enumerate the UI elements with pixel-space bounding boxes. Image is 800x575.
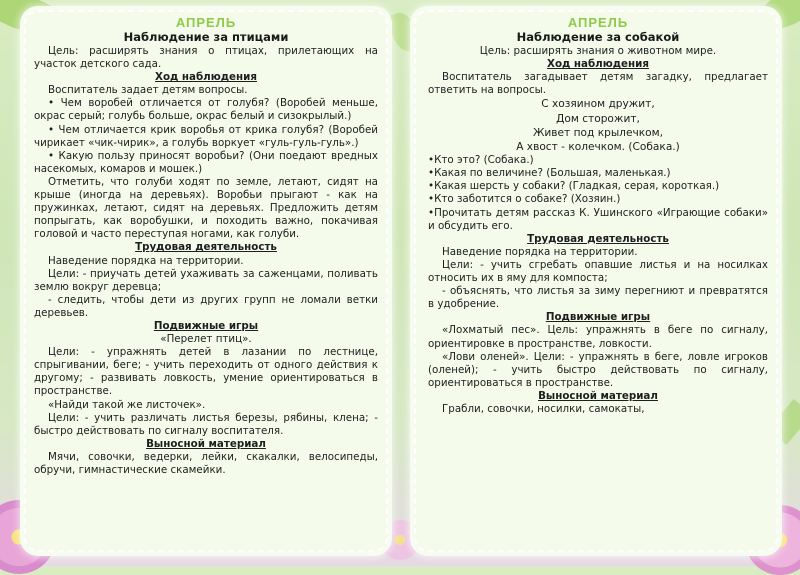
goal-text: Цель: расширять знания о птицах, прилетающих на участок детского сада. bbox=[34, 45, 378, 71]
game-goals: Цели: - упражнять детей в лазании по лестнице, спрыгивании, беге; - учить переходить от одного действия к другому; - развивать ловкость, умение ориентироваться в пространстве. bbox=[34, 346, 378, 398]
question-item: • Чем воробей отличается от голубя? (Воробей меньше, окрас серый; голубь больше, окрас белый и сизокрылый.) bbox=[34, 97, 378, 123]
goal-text: Цель: расширять знания о животном мире. bbox=[479, 45, 717, 57]
riddle-line: С хозяином дружит, bbox=[541, 98, 655, 111]
labor-text: - объяснять, что листья за зиму перегниют и превратятся в удобрение. bbox=[428, 285, 768, 311]
section-heading-observation: Ход наблюдения bbox=[547, 58, 649, 71]
question-item: •Прочитать детям рассказ К. Ушинского «Играющие собаки» и обсудить его. bbox=[428, 206, 768, 232]
card-title: Наблюдение за собакой bbox=[516, 30, 680, 44]
section-heading-material: Выносной материал bbox=[538, 389, 658, 402]
question-item: •Кто заботится о собаке? (Хозяин.) bbox=[428, 193, 621, 206]
riddle-line: Дом сторожит, bbox=[556, 112, 640, 125]
game-description: «Лови оленей». Цели: - упражнять в беге, ловле игроков (оленей); - учить быстро действовать по сигналу, ориентироваться в пространстве. bbox=[428, 350, 768, 389]
section-heading-games: Подвижные игры bbox=[545, 311, 651, 324]
card-title: Наблюдение за птицами bbox=[123, 30, 289, 44]
observation-note: Отметить, что голуби ходят по земле, летают, сидят на крыше (иногда на деревьях). Воробьи прыгают - как на пружинках, летают, сидят на деревьях. Предложить детям попрыгать, как воробушки, и походить важно, покачивая головой и часто переступая ногами, как голуби. bbox=[34, 175, 378, 241]
section-heading-labor: Трудовая деятельность bbox=[527, 232, 669, 245]
game-description: «Лохматый пес». Цель: упражнять в беге по сигналу, ориентировке в пространстве, ловкости. bbox=[428, 324, 768, 350]
question-item: •Какая шерсть у собаки? (Гладкая, серая, короткая.) bbox=[428, 180, 720, 193]
labor-text: Цели: - приучать детей ухаживать за саженцами, поливать землю вокруг деревца; bbox=[34, 267, 378, 293]
section-heading-observation: Ход наблюдения bbox=[155, 71, 257, 84]
labor-text: Цели: - учить сгребать опавшие листья и на носилках относить их в яму для компоста; bbox=[428, 258, 768, 285]
section-heading-games: Подвижные игры bbox=[153, 319, 259, 332]
game-title: «Найди такой же листочек». bbox=[48, 398, 206, 411]
section-heading-material: Выносной материал bbox=[146, 437, 266, 450]
game-goals: Цели: - учить различать листья березы, рябины, клена; - быстро действовать по сигналу воспитателя. bbox=[34, 411, 378, 437]
riddle-line: Живет под крылечком, bbox=[533, 126, 663, 139]
month-label: АПРЕЛЬ bbox=[567, 15, 629, 30]
material-text: Грабли, совочки, носилки, самокаты, bbox=[442, 402, 645, 415]
question-item: • Какую пользу приносят воробьи? (Они поедают вредных насекомых, комаров и мошек.) bbox=[34, 149, 378, 175]
question-item: •Какая по величине? (Большая, маленькая.) bbox=[428, 167, 671, 180]
section-heading-labor: Трудовая деятельность bbox=[135, 241, 277, 254]
material-text: Мячи, совочки, ведерки, лейки, скакалки, велосипеды, обручи, гимнастические скамейки. bbox=[34, 450, 378, 476]
labor-text: - следить, чтобы дети из других групп не ломали ветки деревьев. bbox=[34, 293, 378, 319]
observation-intro: Воспитатель задает детям вопросы. bbox=[48, 84, 248, 97]
left-card bbox=[24, 10, 388, 552]
question-item: •Кто это? (Собака.) bbox=[428, 154, 534, 167]
game-title: «Перелет птиц». bbox=[160, 333, 252, 346]
observation-intro: Воспитатель загадывает детям загадку, предлагает ответить на вопросы. bbox=[428, 71, 768, 97]
labor-text: Наведение порядка на территории. bbox=[48, 254, 244, 267]
month-label: АПРЕЛЬ bbox=[175, 15, 237, 30]
riddle-line: А хвост - колечком. (Собака.) bbox=[516, 140, 680, 153]
right-card bbox=[414, 10, 778, 552]
labor-text: Наведение порядка на территории. bbox=[442, 245, 638, 258]
question-item: • Чем отличается крик воробья от крика голубя? (Воробей чирикает «чик-чирик», а голубь воркует «гуль-гуль-гуль».) bbox=[34, 123, 378, 149]
